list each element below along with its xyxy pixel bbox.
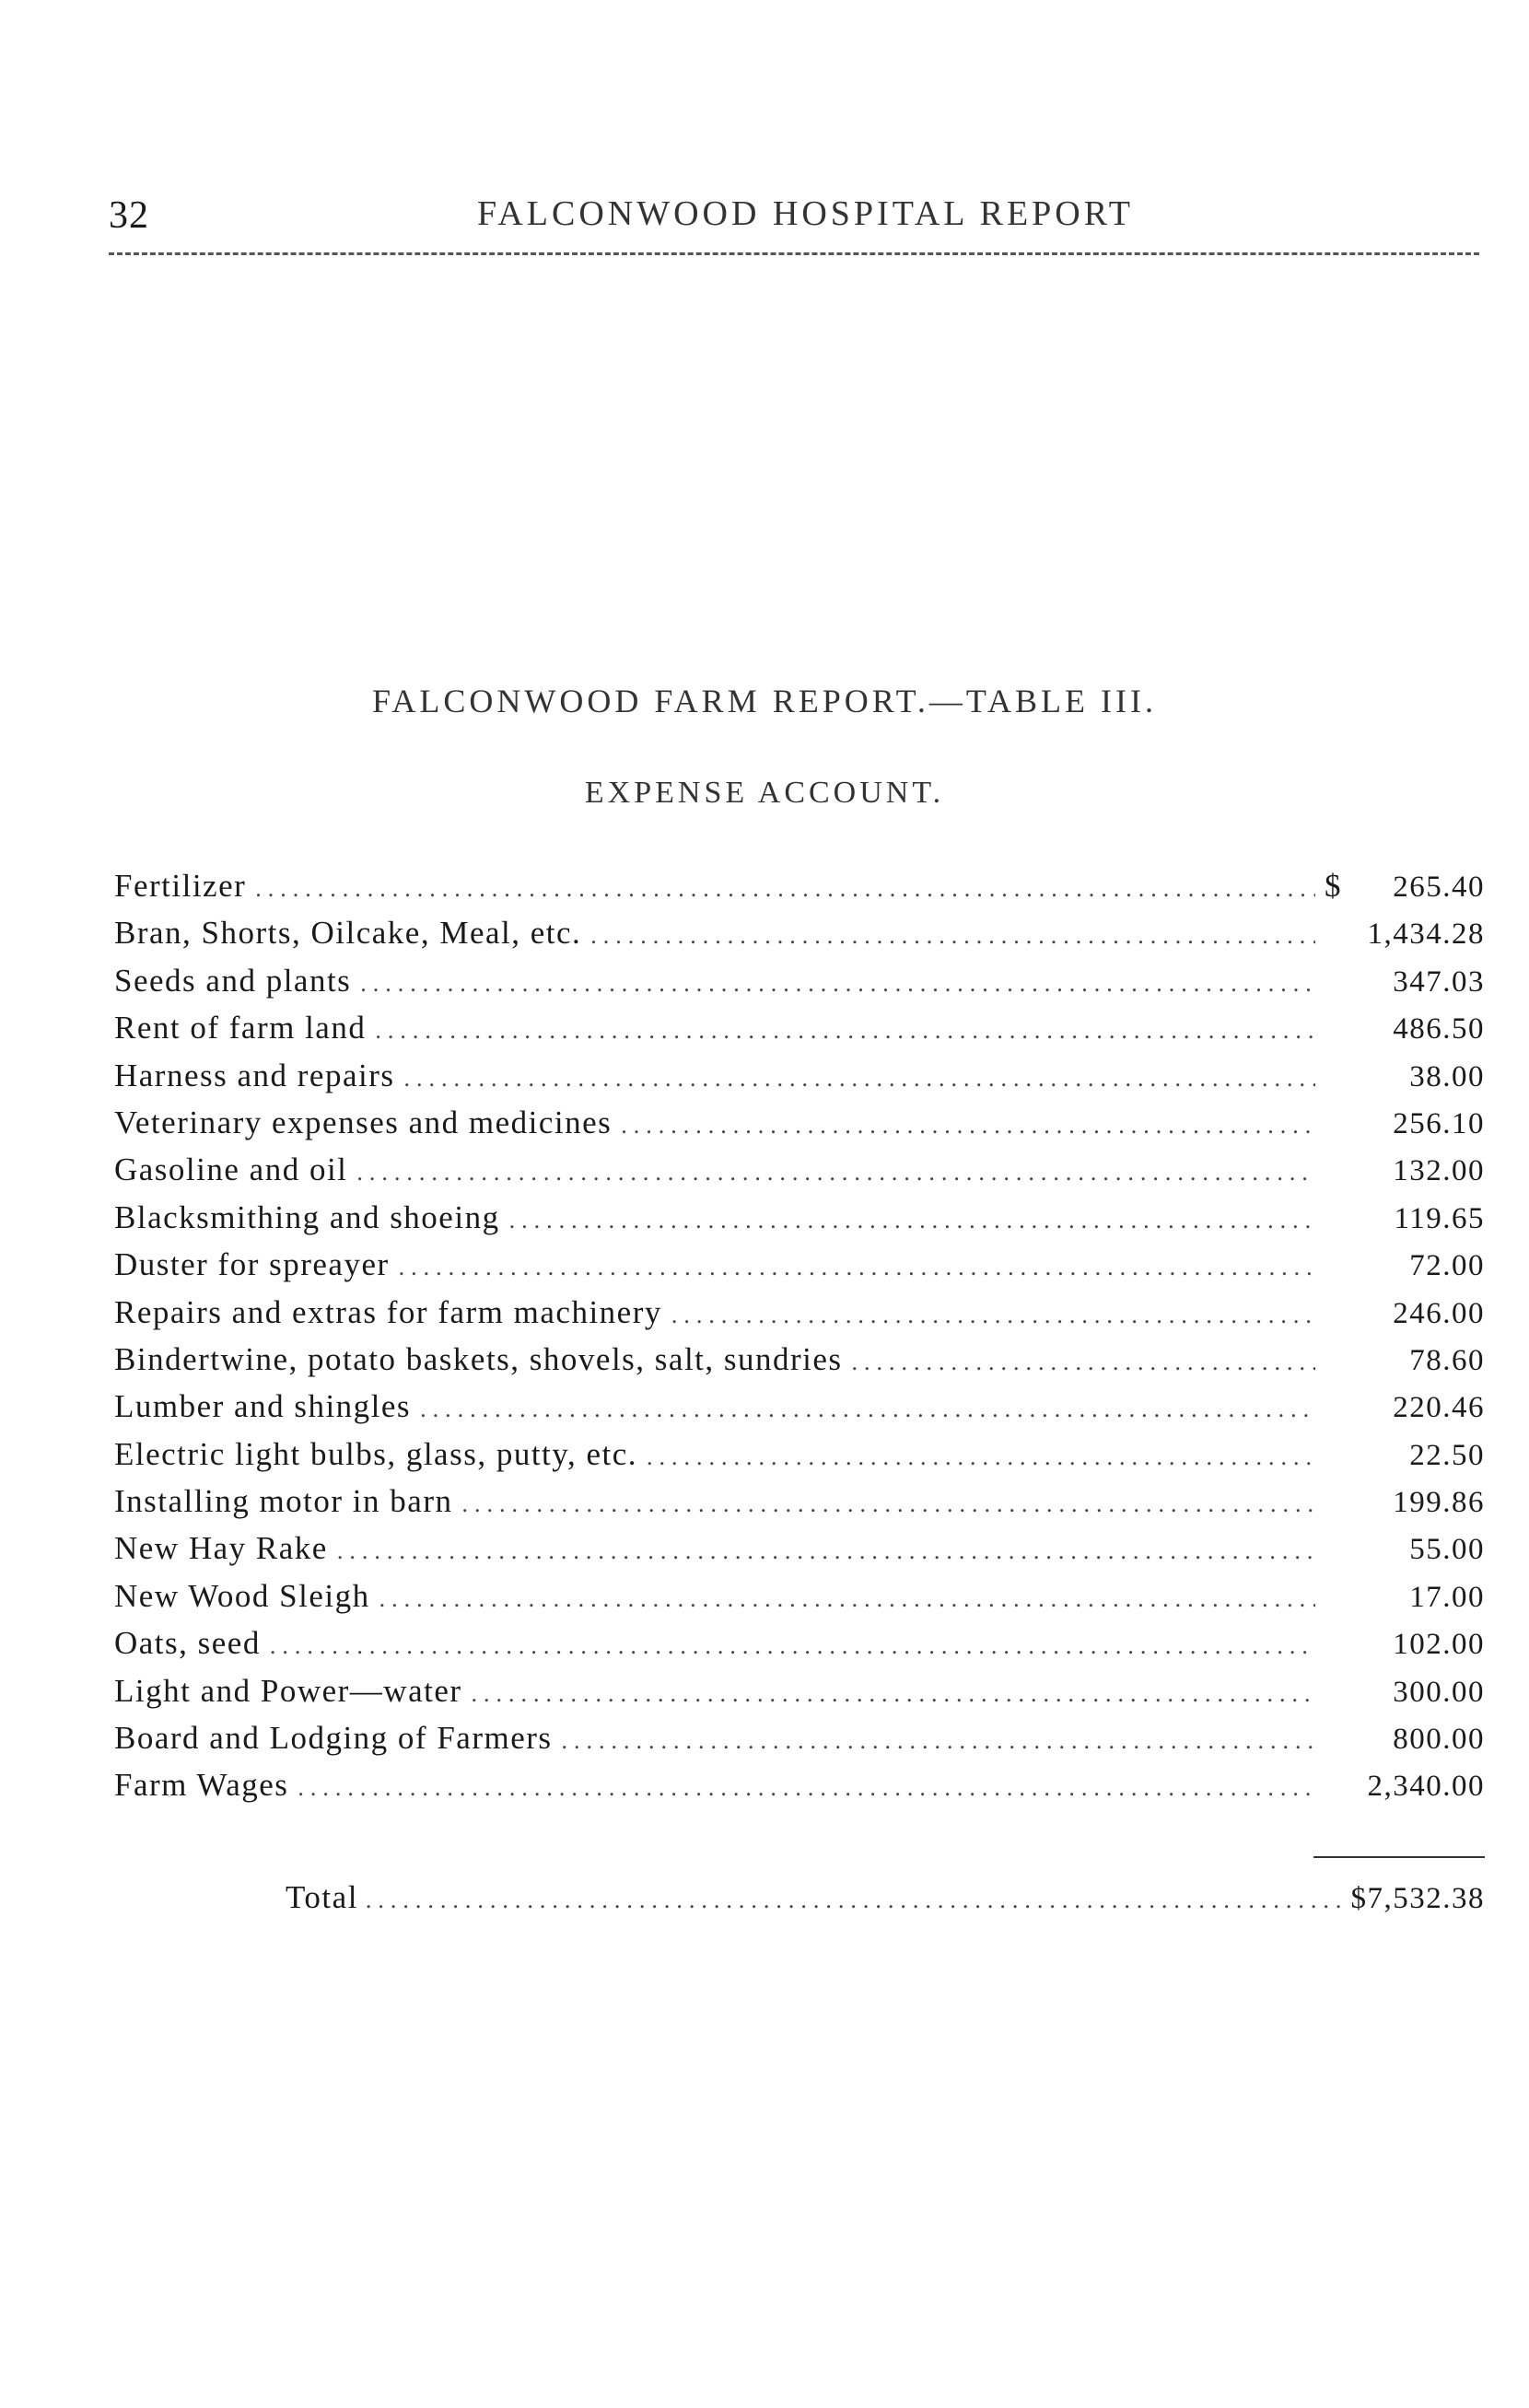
ledger-row xyxy=(114,963,1485,1010)
ledger-row xyxy=(114,1625,1485,1672)
dot-leader xyxy=(360,970,1315,998)
ledger-row xyxy=(114,915,1485,962)
row-amount: 17.00 xyxy=(1409,1580,1485,1614)
row-amount: 800.00 xyxy=(1393,1723,1485,1757)
row-amount: 486.50 xyxy=(1393,1012,1485,1046)
ledger-row xyxy=(114,1483,1485,1530)
row-label: Electric light bulbs, glass, putty, etc. xyxy=(114,1435,638,1472)
row-label: Board and Lodging of Farmers xyxy=(114,1720,553,1757)
dot-leader xyxy=(472,1680,1315,1708)
row-label: Blacksmithing and shoeing xyxy=(114,1198,500,1235)
expense-ledger xyxy=(114,868,1485,1815)
running-title: FALCONWOOD HOSPITAL REPORT xyxy=(477,194,1135,233)
row-label: New Hay Rake xyxy=(114,1530,328,1567)
row-label: Oats, seed xyxy=(114,1625,261,1662)
row-label: Gasoline and oil xyxy=(114,1151,348,1188)
dot-leader xyxy=(399,1254,1315,1281)
ledger-row xyxy=(114,1530,1485,1577)
ledger-row xyxy=(114,1151,1485,1198)
dot-leader xyxy=(379,1585,1315,1613)
row-label: Seeds and plants xyxy=(114,962,352,999)
dot-leader xyxy=(852,1349,1315,1376)
row-amount: 72.00 xyxy=(1409,1249,1485,1283)
row-label: Lumber and shingles xyxy=(114,1388,412,1425)
row-amount: 347.03 xyxy=(1393,964,1485,999)
row-label: Duster for spreayer xyxy=(114,1246,390,1283)
dot-leader xyxy=(337,1537,1315,1565)
row-amount: 256.10 xyxy=(1393,1106,1485,1140)
row-label: Installing motor in barn xyxy=(114,1483,453,1520)
dot-leader xyxy=(647,1444,1315,1471)
ledger-row xyxy=(114,1199,1485,1246)
total-rule xyxy=(1313,1856,1485,1858)
ledger-row xyxy=(114,1105,1485,1151)
row-amount: 119.65 xyxy=(1394,1201,1485,1235)
ledger-row xyxy=(114,1436,1485,1483)
dot-leader xyxy=(590,922,1315,950)
row-label: Harness and repairs xyxy=(114,1057,395,1093)
row-amount: 199.86 xyxy=(1393,1486,1485,1520)
row-amount: 102.00 xyxy=(1393,1628,1485,1662)
row-amount: 55.00 xyxy=(1409,1533,1485,1567)
row-label: Repairs and extras for farm machinery xyxy=(114,1293,662,1330)
row-label: Veterinary expenses and medicines xyxy=(114,1104,613,1140)
ledger-row xyxy=(114,868,1485,915)
row-amount: 2,340.00 xyxy=(1367,1770,1485,1804)
row-amount: 1,434.28 xyxy=(1367,918,1485,952)
row-amount: 220.46 xyxy=(1393,1391,1485,1425)
dot-leader xyxy=(420,1396,1315,1423)
dot-leader xyxy=(270,1632,1315,1660)
ledger-row xyxy=(114,1767,1485,1814)
row-label: Farm Wages xyxy=(114,1767,289,1804)
table-subtitle: EXPENSE ACCOUNT. xyxy=(584,776,945,810)
total-amount: $7,532.38 xyxy=(1350,1882,1485,1915)
ledger-row xyxy=(114,1341,1485,1388)
row-label: New Wood Sleigh xyxy=(114,1577,370,1614)
ledger-row xyxy=(114,1058,1485,1105)
row-amount: 265.40 xyxy=(1393,871,1485,904)
row-amount: 246.00 xyxy=(1393,1296,1485,1330)
ledger-row xyxy=(114,1578,1485,1625)
dot-leader xyxy=(461,1490,1315,1518)
row-label: Bran, Shorts, Oilcake, Meal, etc. xyxy=(114,915,582,952)
dot-leader xyxy=(562,1727,1315,1755)
ledger-row xyxy=(114,1246,1485,1293)
ledger-row xyxy=(114,1388,1485,1435)
dot-leader xyxy=(375,1017,1315,1045)
dot-leader xyxy=(621,1112,1315,1140)
header-rule xyxy=(109,252,1479,255)
ledger-row xyxy=(114,1010,1485,1057)
total-label: Total xyxy=(286,1879,358,1915)
dot-leader xyxy=(366,1887,1344,1914)
dot-leader xyxy=(298,1774,1315,1802)
dot-leader xyxy=(404,1065,1315,1093)
row-amount: 78.60 xyxy=(1409,1343,1485,1377)
ledger-row xyxy=(114,1720,1485,1767)
ledger-row xyxy=(114,1673,1485,1720)
total-row xyxy=(286,1879,1485,1916)
dot-leader xyxy=(356,1159,1315,1186)
table-title: FALCONWOOD FARM REPORT.—TABLE III. xyxy=(372,683,1157,719)
row-amount: 38.00 xyxy=(1409,1059,1485,1093)
dot-leader xyxy=(255,875,1315,903)
row-amount: 132.00 xyxy=(1393,1154,1485,1188)
dot-leader xyxy=(509,1207,1315,1234)
row-amount: 300.00 xyxy=(1393,1675,1485,1709)
row-label: Light and Power—water xyxy=(114,1672,462,1709)
page-number: 32 xyxy=(109,194,149,237)
ledger-row xyxy=(114,1294,1485,1341)
row-label: Fertilizer xyxy=(114,868,247,904)
row-label: Bindertwine, potato baskets, shovels, salt, sundries xyxy=(114,1340,843,1377)
dot-leader xyxy=(671,1302,1315,1329)
row-amount: 22.50 xyxy=(1409,1438,1485,1472)
running-head xyxy=(109,182,1479,247)
currency-symbol: $ xyxy=(1325,868,1342,904)
row-label: Rent of farm land xyxy=(114,1010,367,1046)
